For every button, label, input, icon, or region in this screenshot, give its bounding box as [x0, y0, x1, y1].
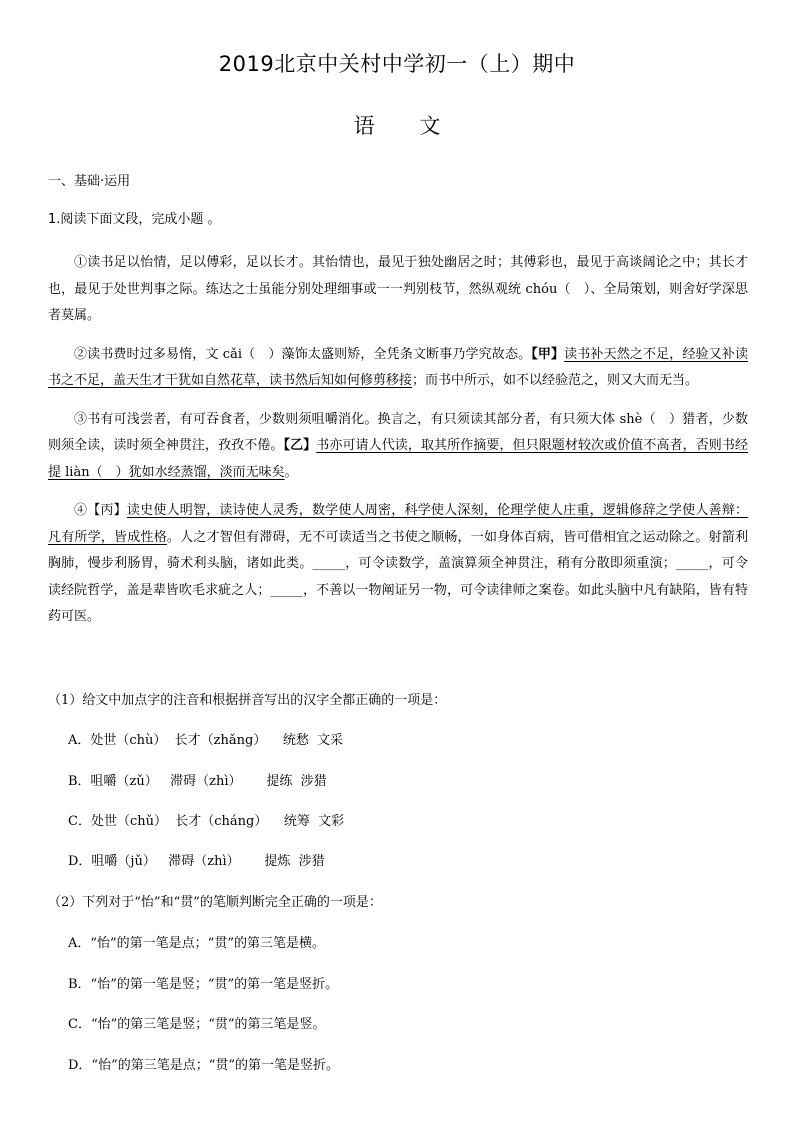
paragraph-2-text: ②读书费时过多易惰，文 cǎi（ ）藻饰太盛则矫，全凭条文断事乃学究故态。: [74, 346, 532, 362]
underlined-sentence-yi: 书亦可请人代读，取其所作摘要，但只限题材较次或价值不高者，否则书经提 liàn（ ）犹如水经蒸馏，淡而无味矣: [48, 438, 748, 480]
sub-question-1-stem: （1）给文中加点字的注音和根据拼音写出的汉字全都正确的一项是：: [48, 693, 447, 708]
paragraph-3-text: ③书有可浅尝者，有可吞食者，少数则须咀嚼消化。换言之，有只须读其部分者，有只须大体 shè（ ）猎者，少数则须全读，读时须全神贯注，孜孜不倦。: [48, 411, 748, 453]
sub-question-2-option-a: A．“怡”的第一笔是点；“贯”的第三笔是横。: [68, 936, 325, 951]
sub-question-1-option-a: A．处世（chù） 长才（zhǎng） 统愁 文采: [68, 733, 344, 748]
paragraph-2: [48, 342, 748, 395]
sub-question-1-option-c: C．处世（chǔ） 长才（cháng） 统筹 文彩: [68, 814, 345, 829]
sub-question-2-stem: （2）下列对于“怡”和“贯”的笔顺判断完全正确的一项是：: [48, 895, 382, 910]
sub-question-2-option-c: C．“怡”的第三笔是竖；“贯”的第三笔是竖。: [68, 1017, 326, 1032]
mark-yi: 【乙】: [283, 438, 317, 453]
underlined-sentence-bing: 读史使人明智，读诗使人灵秀，数学使人周密，科学使人深刻，伦理学使人庄重，逻辑修辞之学使人善辩：凡有所学，皆成性格: [48, 503, 748, 545]
paragraph-1-text: ①读书足以怡情，足以傅彩，足以长才。其怡情也，最见于独处幽居之时；其傅彩也，最见于高谈阔论之中；其长才也，最见于处世判事之际。练达之士虽能分别处理细事或一一判别枝节，然纵观统 chóu（ ）、全局策划，则舍好学深思者莫属。: [48, 255, 748, 323]
question-1-instruction: 1.阅读下面文段，完成小题 。: [48, 212, 221, 227]
mark-jia: 【甲】: [531, 346, 565, 362]
mark-bing: ④【丙】: [74, 503, 127, 518]
paragraph-3-tail: 。: [284, 464, 298, 480]
paragraph-4-tail: 。人之才智但有滞碍，无不可读适当之书使之顺畅，一如身体百病，皆可借相宜之运动除之。射箭利胸肺，慢步利肠胃，骑术利头脑，诸如此类。_____，可令读数学，盖演算须全神贯注，稍有分散即须重演；_____，可令读经院哲学，盖是辈皆吹毛求疵之人；_____，不善以一物阐证另一物，可令读律师之案卷。如此头脑中凡有缺陷，皆有特药可医。: [48, 529, 748, 624]
paragraph-2-tail: ；而书中所示，如不以经验范之，则又大而无当。: [412, 373, 699, 388]
subject-heading: 语 文: [353, 114, 441, 138]
sub-question-2-option-b: B．“怡”的第一笔是竖；“贯”的第一笔是竖折。: [68, 977, 339, 992]
sub-question-2-option-d: D．“怡”的第三笔是点；“贯”的第一笔是竖折。: [68, 1058, 340, 1073]
reading-passage: [48, 250, 748, 643]
sub-question-1-option-d: D．咀嚼（jǔ） 滞碍（zhì） 提炼 涉猎: [68, 854, 325, 869]
sub-question-1-option-b: B．咀嚼（zǔ） 滞碍（zhì） 提练 涉猎: [68, 774, 327, 789]
document-title: 2019北京中关村中学初一（上）期中: [218, 52, 576, 76]
section-heading: 一、基础·运用: [48, 174, 131, 189]
underlined-sentence-jia: 读书补天然之不足，经验又补读书之不足，盖天生才干犹如自然花草，读书然后知如何修剪移接: [48, 346, 748, 388]
paragraph-4: [48, 498, 748, 631]
paragraph-1: [48, 250, 748, 330]
paragraph-3: [48, 407, 748, 487]
